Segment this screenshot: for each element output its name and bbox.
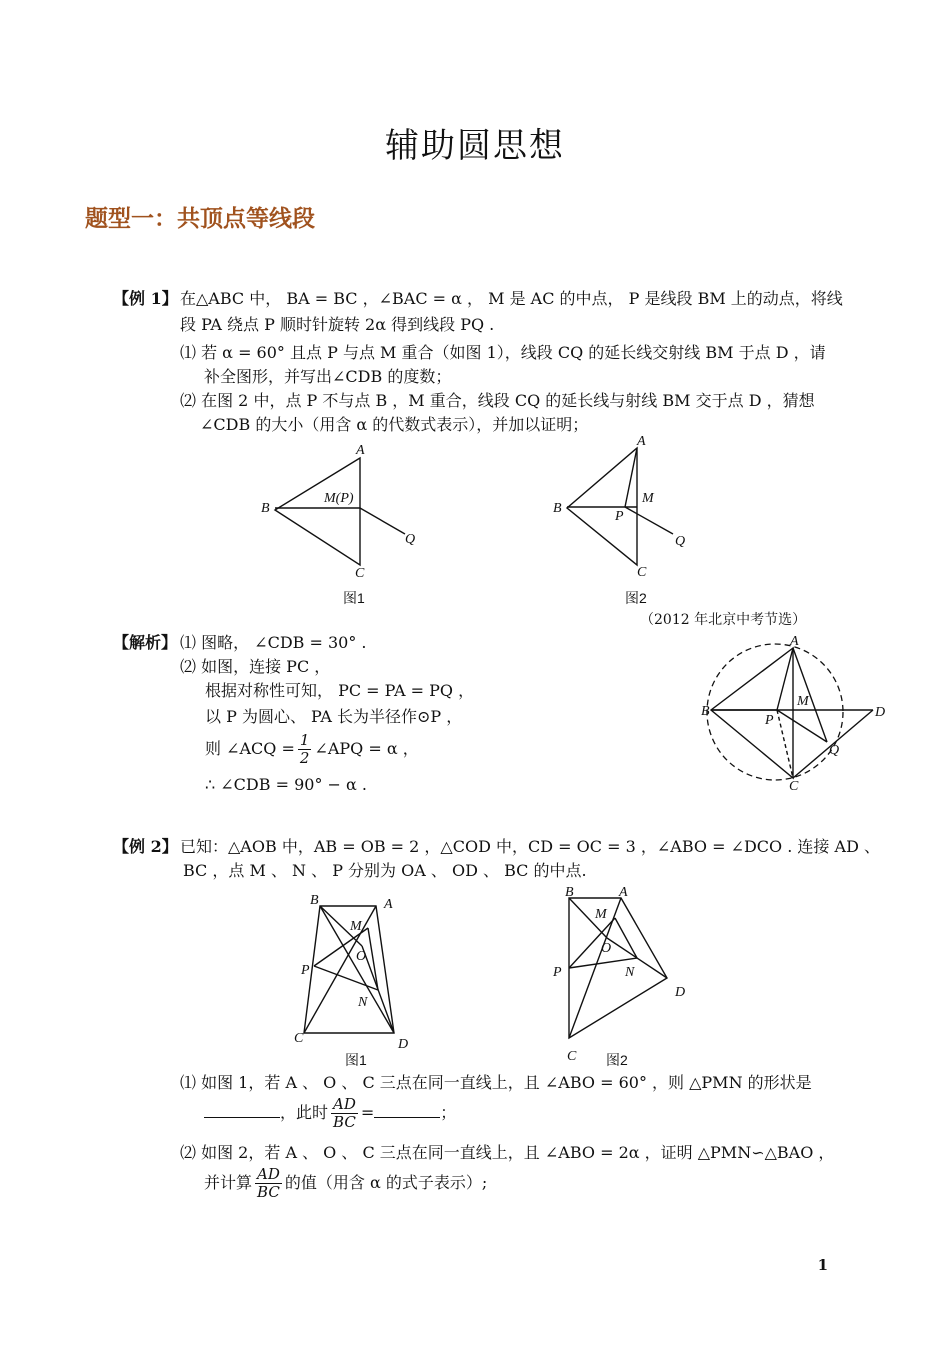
- label-d: D: [875, 705, 886, 720]
- label-p: P: [765, 713, 774, 728]
- example2-line1: 已知：△AOB 中，AB = OB = 2 ，△COD 中，CD = OC = 3 ，∠ABO = ∠DCO . 连接 AD 、: [180, 837, 880, 856]
- label-a: A: [790, 634, 799, 649]
- example2-figure1: [290, 888, 430, 1058]
- label-m: M: [595, 907, 607, 922]
- example1-figure1-caption: 图1: [343, 590, 365, 606]
- segment-mn: [368, 928, 378, 990]
- label-b: B: [310, 893, 319, 908]
- label-m: M: [797, 694, 809, 709]
- segment-pn: [314, 966, 378, 990]
- label-c: C: [355, 566, 365, 581]
- solution-step3: 根据对称性可知， PC = PA = PQ ，: [205, 681, 475, 700]
- example2-line2: BC ，点 M 、 N 、 P 分别为 OA 、 OD 、 BC 的中点.: [183, 861, 587, 880]
- solution-step2: ⑵ 如图，连接 PC ，: [180, 657, 331, 676]
- label-a: A: [384, 897, 393, 912]
- label-p: P: [615, 509, 624, 524]
- answer-blank-ratio: [374, 1117, 440, 1118]
- fraction-ad-bc: $\frac{AD}{BC}$: [257, 1165, 280, 1201]
- label-c: C: [789, 779, 799, 794]
- label-m: M: [642, 491, 654, 506]
- label-q: Q: [405, 532, 416, 547]
- example2-figure2: [545, 882, 695, 1062]
- label-n: N: [625, 965, 635, 980]
- example1-q1-line2: 补全图形，并写出∠CDB 的度数；: [204, 367, 452, 386]
- label-c: C: [567, 1049, 577, 1062]
- segment-pq: [625, 507, 673, 534]
- label-d: D: [675, 985, 686, 1000]
- segment-mq: [360, 508, 405, 534]
- label-a: A: [637, 434, 646, 449]
- example2-figure1-caption: 图1: [345, 1052, 367, 1068]
- label-q: Q: [829, 743, 840, 758]
- fraction-half: $\frac{1}{2}$: [299, 731, 310, 767]
- example2-q1-line2: ，此时 $\frac{AD}{BC}$ = ；: [204, 1096, 456, 1131]
- label-m: M(P): [324, 491, 354, 506]
- example1-label: 【例 1】: [113, 289, 178, 308]
- example1-q1-line1: ⑴ 若 α = 60° 且点 P 与点 M 重合（如图 1），线段 CQ 的延长线交射线 BM 于点 D ，请: [180, 343, 826, 362]
- example1-line2: 段 PA 绕点 P 顺时针旋转 2α 得到线段 PQ .: [180, 315, 495, 334]
- segment-pc: [777, 710, 793, 778]
- label-c: C: [294, 1031, 304, 1046]
- label-p: P: [301, 963, 310, 978]
- quad-bacd: [304, 906, 394, 1033]
- source-note: （2012 年北京中考节选）: [640, 612, 807, 628]
- solution-label: 【解析】: [113, 633, 178, 652]
- triangle-abc: [275, 458, 360, 565]
- label-p: P: [553, 965, 562, 980]
- segment-pq: [777, 710, 827, 742]
- label-n: N: [358, 995, 368, 1010]
- label-c: C: [637, 565, 647, 580]
- section-heading: 题型一：共顶点等线段: [85, 205, 315, 232]
- label-b: B: [261, 501, 270, 516]
- example2-q2-line1: ⑵ 如图 2，若 A 、 O 、 C 三点在同一直线上，且 ∠ABO = 2α ，证明 △PMN∽△BAO ，: [180, 1143, 835, 1162]
- label-a: A: [356, 443, 365, 458]
- label-o: O: [601, 941, 612, 956]
- label-a: A: [619, 885, 628, 900]
- solution-step1: ⑴ 图略， ∠CDB = 30° .: [180, 633, 367, 652]
- example1-figure1: [250, 440, 430, 610]
- circle-p: [707, 644, 843, 780]
- solution-step6: ∴ ∠CDB = 90° − α .: [205, 775, 367, 794]
- example1-figure2-caption: 图2: [625, 590, 647, 606]
- example1-q2-line1: ⑵ 在图 2 中，点 P 不与点 B ，M 重合，线段 CQ 的延长线与射线 BM 交于点 D ，猜想: [180, 391, 815, 410]
- example2-q2-line2: 并计算 $\frac{AD}{BC}$ 的值（用含 α 的式子表示）;: [204, 1165, 488, 1201]
- label-o: O: [356, 949, 367, 964]
- fraction-ad-bc: $\frac{AD}{BC}$: [333, 1095, 356, 1131]
- example1-line1: 在△ABC 中， BA = BC ，∠BAC = α ， M 是 AC 的中点， P 是线段 BM 上的动点，将线: [180, 289, 843, 308]
- label-b: B: [565, 885, 574, 900]
- page-number: 1: [817, 1256, 828, 1274]
- label-d: D: [398, 1037, 409, 1052]
- label-q: Q: [675, 534, 686, 549]
- example1-q2-line2: ∠CDB 的大小（用含 α 的代数式表示），并加以证明；: [200, 415, 589, 434]
- example2-figure2-caption: 图2: [606, 1052, 628, 1068]
- segment-mn: [615, 918, 637, 958]
- page-title: 辅助圆思想: [385, 126, 565, 166]
- segment-ap: [777, 648, 793, 710]
- example2-q1-line1: ⑴ 如图 1，若 A 、 O 、 C 三点在同一直线上，且 ∠ABO = 60° ，则 △PMN 的形状是: [180, 1073, 812, 1092]
- solution-step4: 以 P 为圆心、 PA 长为半径作⊙P ，: [205, 707, 463, 726]
- answer-blank-shape: [204, 1117, 280, 1118]
- label-b: B: [701, 704, 710, 719]
- solution-step5: 则 ∠ACQ = $\frac{1}{2}$ ∠APQ = α ，: [205, 731, 419, 767]
- example2-label: 【例 2】: [113, 837, 178, 856]
- solution-figure-circle: [695, 630, 895, 795]
- label-b: B: [553, 501, 562, 516]
- example1-figure2: [545, 430, 705, 600]
- label-m: M: [350, 919, 362, 934]
